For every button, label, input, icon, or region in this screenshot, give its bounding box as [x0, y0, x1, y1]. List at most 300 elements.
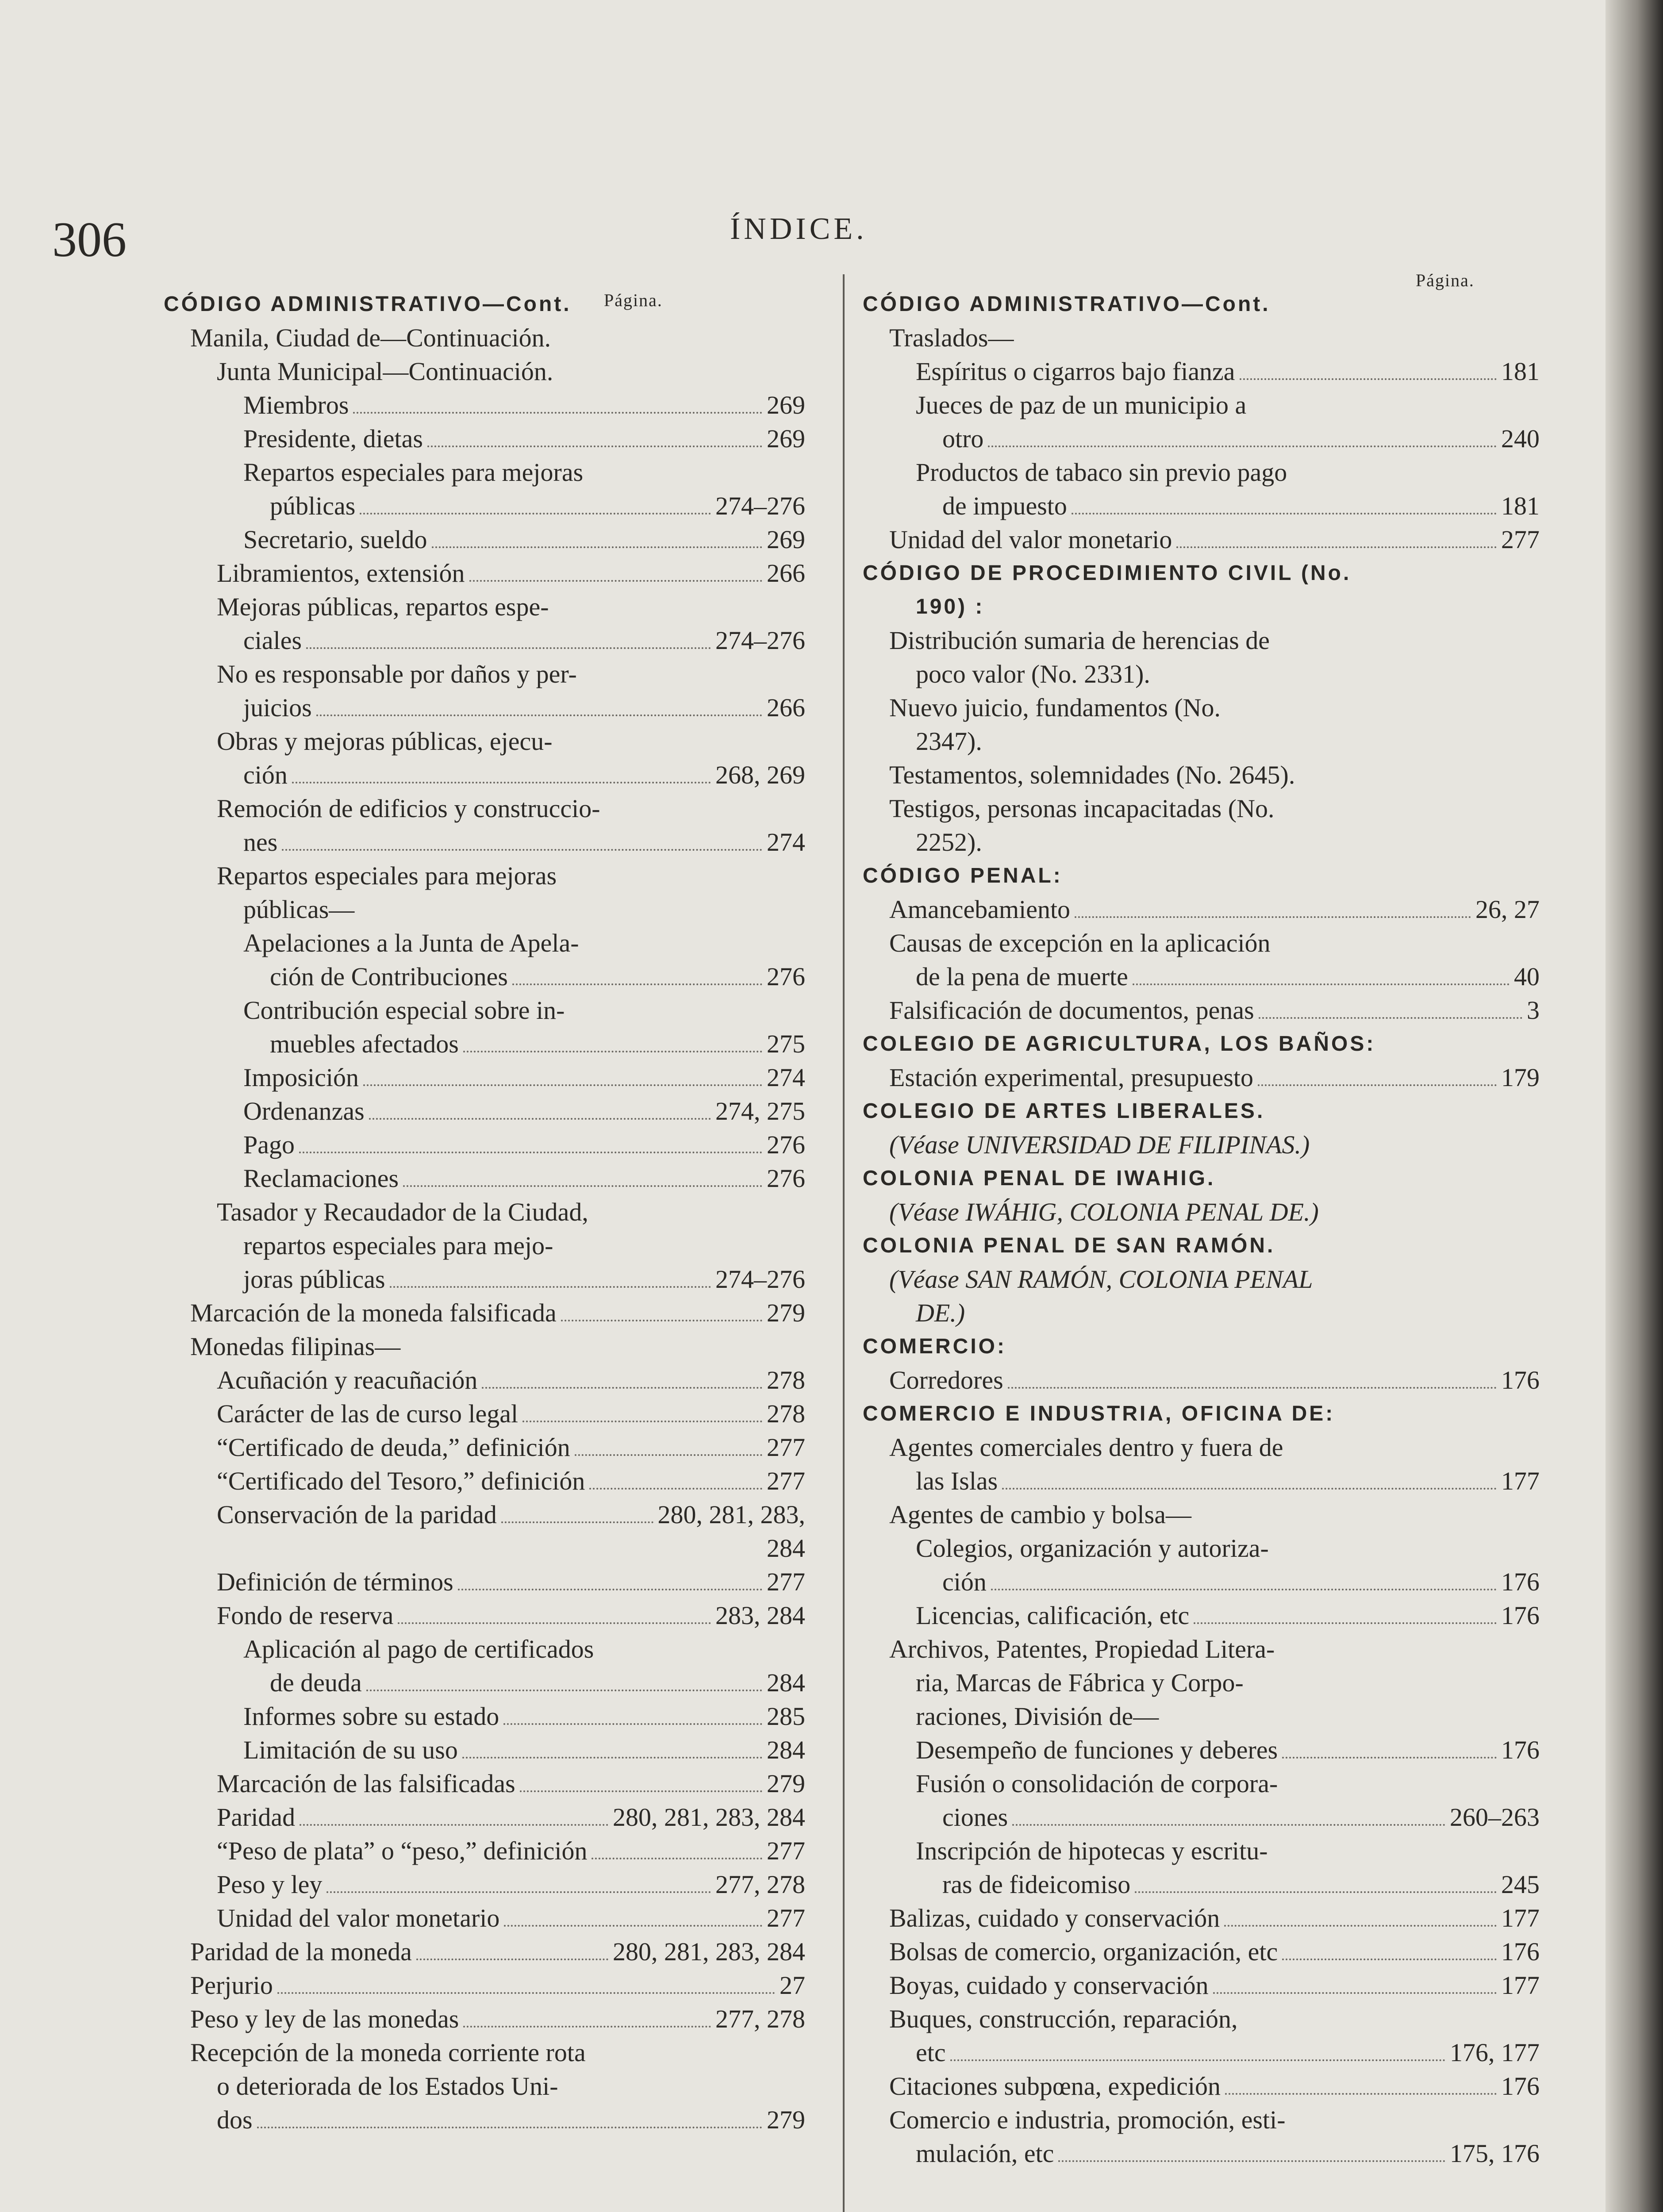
- entry-line: Junta Municipal—Continuación.: [217, 357, 553, 386]
- entry-line: Mejoras públicas, repartos espe-: [217, 592, 549, 621]
- dot-leader: [1224, 1925, 1497, 1927]
- entry-line: [243, 1027, 805, 1061]
- dot-leader: [292, 782, 711, 783]
- entry-text: otro: [942, 424, 984, 453]
- dot-leader: [366, 1690, 762, 1691]
- page-reference: 269: [767, 391, 805, 419]
- entry-text: juicios: [243, 693, 312, 722]
- page-reference: 266: [767, 559, 805, 588]
- dot-leader: [427, 445, 762, 447]
- entry-line: [916, 422, 1540, 456]
- index-entry: [164, 557, 805, 590]
- index-entry: [863, 1834, 1540, 1901]
- index-entry: [863, 523, 1540, 557]
- entry-line: [217, 624, 805, 657]
- dot-leader: [1133, 983, 1509, 985]
- index-entry: [863, 1363, 1540, 1397]
- page-reference: 266: [767, 693, 805, 722]
- entry-text: nes: [243, 828, 278, 856]
- dot-leader: [432, 546, 762, 548]
- dot-leader: [482, 1387, 762, 1389]
- page-reference: 279: [767, 1298, 805, 1327]
- dot-leader: [282, 849, 762, 851]
- dot-leader: [1259, 1017, 1522, 1019]
- entry-text: Carácter de las de curso legal: [217, 1399, 518, 1428]
- see-also-entry: [863, 1195, 1540, 1229]
- entry-text: Falsificación de documentos, penas: [889, 996, 1254, 1025]
- entry-text: “Certificado del Tesoro,” definición: [217, 1467, 585, 1495]
- entry-line: ria, Marcas de Fábrica y Corpo-: [916, 1668, 1244, 1697]
- dot-leader: [520, 1790, 762, 1792]
- dot-leader: [1012, 1824, 1445, 1826]
- entry-line: Apelaciones a la Junta de Apela-: [243, 929, 579, 957]
- index-entry: [863, 1733, 1540, 1767]
- page-reference: 176: [1501, 1567, 1540, 1596]
- entry-text: Espíritus o cigarros bajo fianza: [916, 357, 1235, 386]
- dot-leader: [326, 1891, 711, 1893]
- entry-line: [243, 1061, 805, 1094]
- column-divider: [843, 274, 845, 2212]
- entry-line: [889, 994, 1540, 1027]
- index-entry: [164, 1162, 805, 1195]
- index-entry: [164, 1195, 805, 1296]
- index-column-right: [863, 288, 1540, 2170]
- index-entry: [164, 355, 805, 388]
- index-heading: COLEGIO DE ARTES LIBERALES.: [863, 1099, 1265, 1123]
- index-entry: [164, 456, 805, 523]
- entry-line: [889, 1464, 1540, 1498]
- page-reference: 277: [767, 1467, 805, 1495]
- entry-line: (Véase UNIVERSIDAD DE FILIPINAS.): [889, 1130, 1310, 1159]
- index-entry: [863, 994, 1540, 1027]
- index-entry: [164, 2036, 805, 2137]
- entry-text: de impuesto: [942, 492, 1067, 520]
- entry-text: Peso y ley de las monedas: [190, 2005, 459, 2033]
- dot-leader: [299, 1152, 762, 1153]
- page-reference: 26, 27: [1475, 895, 1540, 924]
- entry-line: [217, 1901, 805, 1935]
- dot-leader: [300, 1824, 608, 1826]
- dot-leader: [369, 1118, 711, 1120]
- page-reference: 176: [1501, 2072, 1540, 2101]
- entry-line: [889, 893, 1540, 926]
- entry-line: raciones, División de—: [916, 1702, 1159, 1731]
- entry-line: (Véase IWÁHIG, COLONIA PENAL DE.): [889, 1198, 1319, 1226]
- entry-line: DE.): [916, 1298, 965, 1327]
- entry-line: [243, 1128, 805, 1162]
- entry-text: Paridad de la moneda: [190, 1937, 412, 1966]
- entry-text: Amancebamiento: [889, 895, 1071, 924]
- entry-text: Unidad del valor monetario: [889, 525, 1172, 554]
- entry-line: [889, 1363, 1540, 1397]
- index-entry: [164, 1599, 805, 1632]
- entry-text: Pago: [243, 1130, 295, 1159]
- dot-leader: [1240, 378, 1497, 380]
- dot-leader: [1135, 1891, 1497, 1893]
- entry-line: Buques, construcción, reparación,: [889, 2005, 1238, 2033]
- entry-line: [916, 489, 1540, 523]
- page-reference: 280, 281, 283, 284: [613, 1937, 805, 1966]
- entry-line: [889, 1969, 1540, 2002]
- page-reference: 3: [1527, 996, 1540, 1025]
- entry-line: Agentes de cambio y bolsa—: [889, 1500, 1191, 1529]
- page-reference: 283, 284: [715, 1601, 805, 1630]
- entry-line: [916, 1565, 1540, 1599]
- index-heading: COLONIA PENAL DE SAN RAMÓN.: [863, 1234, 1275, 1257]
- entry-text: Marcación de la moneda falsificada: [190, 1298, 557, 1327]
- index-heading: COMERCIO E INDUSTRIA, OFICINA DE:: [863, 1402, 1335, 1425]
- page-reference: 269: [767, 424, 805, 453]
- entry-text: etc: [916, 2038, 946, 2067]
- page-reference: 176: [1501, 1366, 1540, 1394]
- entry-line: [243, 1162, 805, 1195]
- index-entry: [164, 1801, 805, 1834]
- index-entry: [863, 1969, 1540, 2002]
- entry-text: Licencias, calificación, etc: [916, 1601, 1190, 1630]
- entry-line: [217, 1868, 805, 1901]
- entry-line: o deteriorada de los Estados Uni-: [217, 2072, 558, 2101]
- entry-line: Agentes comerciales dentro y fuera de: [889, 1433, 1283, 1462]
- page-reference: 277, 278: [715, 2005, 805, 2033]
- dot-leader: [589, 1488, 762, 1490]
- entry-line: Nuevo juicio, fundamentos (No.: [889, 693, 1221, 722]
- entry-line: [217, 1397, 805, 1431]
- index-entry: [164, 926, 805, 994]
- dot-leader: [1225, 2093, 1497, 2095]
- page-reference: 177: [1501, 1467, 1540, 1495]
- page-reference: 177: [1501, 1971, 1540, 2000]
- entry-text: ción de Contribuciones: [270, 962, 508, 991]
- dot-leader: [1075, 916, 1471, 918]
- index-entry: [863, 2002, 1540, 2070]
- dot-leader: [522, 1421, 762, 1422]
- entry-line: [217, 1363, 805, 1397]
- index-heading: CÓDIGO PENAL:: [863, 864, 1063, 887]
- entry-line: [190, 2002, 805, 2036]
- entry-line: [217, 1767, 805, 1801]
- index-entry: [863, 624, 1540, 691]
- entry-text: Bolsas de comercio, organización, etc: [889, 1937, 1278, 1966]
- entry-text: Perjurio: [190, 1971, 273, 2000]
- entry-line: [243, 388, 805, 422]
- index-heading: COMERCIO:: [863, 1335, 1006, 1358]
- entry-text: Definición de términos: [217, 1567, 453, 1596]
- index-entry: [863, 926, 1540, 994]
- entry-line: [889, 960, 1540, 994]
- dot-leader: [1282, 1757, 1497, 1759]
- dot-leader: [353, 412, 762, 414]
- index-entry: [164, 1969, 805, 2002]
- entry-text: ción: [243, 760, 288, 789]
- entry-line: Archivos, Patentes, Propiedad Litera-: [889, 1635, 1275, 1663]
- page-reference: 278: [767, 1399, 805, 1428]
- entry-line: Contribución especial sobre in-: [243, 996, 565, 1025]
- index-entry: [164, 388, 805, 422]
- entry-text: ras de fideicomiso: [942, 1870, 1131, 1899]
- entry-line: Repartos especiales para mejoras: [243, 458, 584, 487]
- entry-line: Testamentos, solemnidades (No. 2645).: [889, 760, 1295, 789]
- entry-line: [217, 1263, 805, 1296]
- entry-text: públicas: [270, 492, 356, 520]
- entry-line: públicas—: [243, 895, 355, 924]
- index-entry: [863, 2070, 1540, 2103]
- entry-line: [243, 422, 805, 456]
- entry-line: Colegios, organización y autoriza-: [916, 1534, 1269, 1563]
- page-reference: 40: [1514, 962, 1540, 991]
- page-reference: 277, 278: [715, 1870, 805, 1899]
- index-heading: CÓDIGO ADMINISTRATIVO—Cont.: [164, 292, 572, 316]
- page-reference: 269: [767, 525, 805, 554]
- entry-line: Recepción de la moneda corriente rota: [190, 2038, 586, 2067]
- page-reference: 179: [1501, 1063, 1540, 1092]
- index-entry: [164, 792, 805, 859]
- page-reference: 175, 176: [1450, 2139, 1540, 2168]
- entry-text: Balizas, cuidado y conservación: [889, 1904, 1220, 1932]
- entry-text: dos: [217, 2105, 253, 2134]
- dot-leader: [991, 1589, 1497, 1590]
- page-reference: 176, 177: [1450, 2038, 1540, 2067]
- entry-line: [243, 1700, 805, 1733]
- page-reference: 280, 281, 283,: [657, 1500, 805, 1529]
- page-reference: 277: [767, 1433, 805, 1462]
- entry-text: Citaciones subpœna, expedición: [889, 2072, 1221, 2101]
- entry-line: [190, 1296, 805, 1330]
- dot-leader: [988, 445, 1497, 447]
- entry-line: [889, 1935, 1540, 1969]
- dot-leader: [403, 1185, 762, 1187]
- index-entry: [863, 893, 1540, 926]
- entry-line: [889, 1061, 1540, 1094]
- entry-line: Distribución sumaria de herencias de: [889, 626, 1270, 655]
- index-entry: [863, 758, 1540, 792]
- entry-text: muebles afectados: [270, 1029, 459, 1058]
- page-reference: 176: [1501, 1736, 1540, 1764]
- pagina-label-left: Página.: [604, 290, 663, 310]
- entry-line: repartos especiales para mejo-: [243, 1231, 553, 1260]
- dot-leader: [1008, 1387, 1497, 1389]
- entry-text: Libramientos, extensión: [217, 559, 465, 588]
- entry-line: (Véase SAN RAMÓN, COLONIA PENAL: [889, 1265, 1313, 1294]
- entry-text: Paridad: [217, 1803, 296, 1832]
- page-reference: 260–263: [1450, 1803, 1540, 1832]
- index-entry: [164, 1632, 805, 1700]
- page-reference: 277: [1501, 525, 1540, 554]
- index-heading: CÓDIGO ADMINISTRATIVO—Cont.: [863, 292, 1271, 316]
- index-entry: [164, 1094, 805, 1128]
- dot-leader: [512, 983, 762, 985]
- index-entry: [863, 321, 1540, 355]
- index-entry: [863, 456, 1540, 523]
- entry-line: [217, 1431, 805, 1464]
- entry-text: Acuñación y reacuñación: [217, 1366, 478, 1394]
- index-heading-continuation: 190) :: [916, 595, 985, 618]
- index-entry: [164, 1330, 805, 1363]
- page-reference: 240: [1501, 424, 1540, 453]
- index-entry: [164, 859, 805, 926]
- entry-line: [190, 1969, 805, 2002]
- index-entry: [164, 1767, 805, 1801]
- page-reference: 285: [767, 1702, 805, 1731]
- entry-text: Fondo de reserva: [217, 1601, 394, 1630]
- page-reference: 27: [780, 1971, 805, 2000]
- entry-line: [916, 1868, 1540, 1901]
- dot-leader: [1058, 2160, 1445, 2162]
- index-entry: [164, 994, 805, 1061]
- entry-line: Monedas filipinas—: [190, 1332, 401, 1361]
- dot-leader: [463, 2026, 711, 2028]
- entry-line: [243, 523, 805, 557]
- index-entry: [863, 1498, 1540, 1532]
- entry-line: Aplicación al pago de certificados: [243, 1635, 594, 1663]
- dot-leader: [1258, 1084, 1497, 1086]
- dot-leader: [561, 1320, 762, 1321]
- dot-leader: [469, 580, 762, 582]
- page-reference: 276: [767, 1164, 805, 1193]
- index-entry: [164, 523, 805, 557]
- page-number: 306: [52, 212, 127, 267]
- entry-text: las Islas: [916, 1467, 998, 1495]
- entry-line: [217, 691, 805, 725]
- entry-text: joras públicas: [243, 1265, 385, 1294]
- index-entry: [164, 321, 805, 355]
- entry-line: [243, 960, 805, 994]
- entry-line: [916, 1801, 1540, 1834]
- index-entry: [863, 691, 1540, 758]
- entry-line: Causas de excepción en la aplicación: [889, 929, 1271, 957]
- entry-line: [916, 1599, 1540, 1632]
- index-entry: [863, 1632, 1540, 1733]
- entry-line: poco valor (No. 2331).: [916, 660, 1150, 688]
- dot-leader: [360, 513, 711, 515]
- dot-leader: [316, 714, 762, 716]
- entry-text: Presidente, dietas: [243, 424, 423, 453]
- index-entry: [164, 1901, 805, 1935]
- page-reference: 274–276: [715, 626, 805, 655]
- entry-line: Productos de tabaco sin previo pago: [916, 458, 1287, 487]
- dot-leader: [257, 2127, 762, 2128]
- entry-text: Ordenanzas: [243, 1097, 365, 1125]
- page-reference: 279: [767, 1769, 805, 1798]
- index-entry: [164, 2002, 805, 2036]
- entry-line: [190, 1935, 805, 1969]
- entry-line: [190, 2103, 805, 2137]
- pagina-label-right: Página.: [1416, 270, 1475, 290]
- index-entry: [863, 1532, 1540, 1599]
- page-reference: 277: [767, 1836, 805, 1865]
- page-reference: 276: [767, 962, 805, 991]
- entry-line: Testigos, personas incapacitadas (No.: [889, 794, 1275, 823]
- index-heading: COLONIA PENAL DE IWAHIG.: [863, 1167, 1216, 1190]
- index-entry: [863, 388, 1540, 456]
- index-entry: [863, 1901, 1540, 1935]
- page-reference: 280, 281, 283, 284: [613, 1803, 805, 1832]
- dot-leader: [306, 647, 711, 649]
- dot-leader: [463, 1051, 762, 1052]
- entry-text: ciales: [243, 626, 302, 655]
- entry-text: de la pena de muerte: [916, 962, 1128, 991]
- index-entry: [164, 1834, 805, 1868]
- page-reference: 245: [1501, 1870, 1540, 1899]
- running-head: ÍNDICE.: [730, 212, 868, 246]
- entry-line: [916, 1733, 1540, 1767]
- entry-line: 2252).: [916, 828, 982, 856]
- dot-leader: [1194, 1622, 1497, 1624]
- page-reference: 181: [1501, 492, 1540, 520]
- dot-leader: [1282, 1959, 1497, 1960]
- page-reference: 274: [767, 1063, 805, 1092]
- index-column-left: [164, 288, 805, 2137]
- entry-text: Miembros: [243, 391, 349, 419]
- index-entry: [863, 1599, 1540, 1632]
- entry-line: [217, 1498, 805, 1532]
- entry-line: [217, 557, 805, 590]
- entry-text: Informes sobre su estado: [243, 1702, 499, 1731]
- entry-line: [889, 2137, 1540, 2170]
- entry-line: [243, 1094, 805, 1128]
- page-reference: 274: [767, 828, 805, 856]
- entry-line: [217, 826, 805, 859]
- entry-line: [217, 1599, 805, 1632]
- index-heading: CÓDIGO DE PROCEDIMIENTO CIVIL (No.: [863, 561, 1352, 585]
- page-reference: 284: [767, 1668, 805, 1697]
- dot-leader: [458, 1589, 762, 1590]
- index-entry: [164, 590, 805, 657]
- index-entry: [164, 1565, 805, 1599]
- entry-line: [217, 1834, 805, 1868]
- index-entry: [164, 1733, 805, 1767]
- entry-line: [217, 758, 805, 792]
- entry-line: Jueces de paz de un municipio a: [916, 391, 1247, 419]
- index-entry: [863, 1935, 1540, 1969]
- entry-line: [889, 2070, 1540, 2103]
- entry-line: [217, 1801, 805, 1834]
- dot-leader: [591, 1858, 762, 1859]
- page-reference: 274–276: [715, 492, 805, 520]
- entry-line: No es responsable por daños y per-: [217, 660, 577, 688]
- entry-line: Traslados—: [889, 323, 1014, 352]
- entry-text: de deuda: [270, 1668, 362, 1697]
- entry-text: Corredores: [889, 1366, 1003, 1394]
- entry-line: Manila, Ciudad de—Continuación.: [190, 323, 551, 352]
- index-entry: [164, 1498, 805, 1532]
- entry-line: Remoción de edificios y construccio-: [217, 794, 600, 823]
- entry-text: “Peso de plata” o “peso,” definición: [217, 1836, 588, 1865]
- index-entry: [164, 1061, 805, 1094]
- entry-line: Fusión o consolidación de corpora-: [916, 1769, 1278, 1798]
- dot-leader: [462, 1757, 762, 1759]
- entry-line: Tasador y Recaudador de la Ciudad,: [217, 1198, 588, 1226]
- entry-text: Secretario, sueldo: [243, 525, 427, 554]
- entry-line: [916, 355, 1540, 388]
- index-entry: [863, 1431, 1540, 1498]
- index-entry: [164, 422, 805, 456]
- index-entry: [164, 1431, 805, 1464]
- dot-leader: [398, 1622, 711, 1624]
- entry-text: Desempeño de funciones y deberes: [916, 1736, 1278, 1764]
- entry-line: [889, 523, 1540, 557]
- index-entry: [164, 1296, 805, 1330]
- entry-line: [889, 1901, 1540, 1935]
- dot-leader: [501, 1521, 653, 1523]
- dot-leader: [575, 1454, 762, 1456]
- page-reference: 277: [767, 1904, 805, 1932]
- entry-line: Comercio e industria, promoción, esti-: [889, 2105, 1286, 2134]
- index-entry: [164, 1464, 805, 1498]
- dot-leader: [363, 1084, 762, 1086]
- index-entry: [164, 1868, 805, 1901]
- index-entry: [863, 1767, 1540, 1834]
- index-entry: [164, 1935, 805, 1969]
